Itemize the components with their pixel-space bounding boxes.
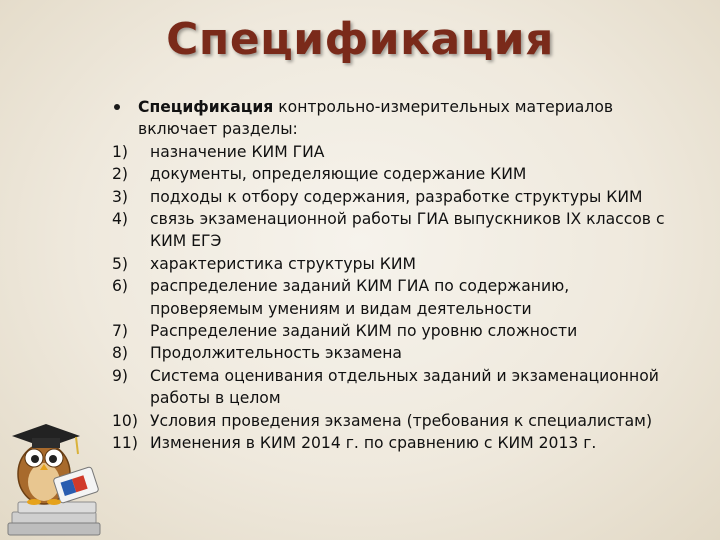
- item-text: распределение заданий КИМ ГИА по содержанию, проверяемым умениям и видам деятельности: [150, 277, 570, 318]
- list-item: [112, 410, 672, 432]
- item-text: Система оценивания отдельных заданий и экзаменационной работы в целом: [150, 366, 659, 408]
- item-text: Продолжительность экзамена: [150, 344, 402, 363]
- item-text: Распределение заданий КИМ по уровню сложности: [150, 322, 578, 341]
- item-number: 5): [112, 254, 129, 273]
- list-item: [112, 275, 672, 320]
- list-item: [112, 186, 672, 208]
- intro-text: контрольно-измерительных материалов включает разделы:: [138, 98, 614, 139]
- item-number: 9): [112, 366, 129, 385]
- item-text: документы, определяющие содержание КИМ: [150, 165, 527, 184]
- item-number: 11): [112, 434, 138, 453]
- item-text: Изменения в КИМ 2014 г. по сравнению с КИМ 2013 г.: [150, 434, 597, 453]
- item-number: 4): [112, 210, 129, 229]
- item-number: 6): [112, 277, 129, 296]
- list-item: [112, 365, 672, 410]
- list-item: [112, 208, 672, 253]
- list-item: [112, 253, 672, 275]
- intro-bullet: [112, 96, 672, 141]
- intro-term: Спецификация: [138, 98, 274, 116]
- item-text: характеристика структуры КИМ: [150, 254, 416, 273]
- item-number: 2): [112, 165, 129, 184]
- item-text: связь экзаменационной работы ГИА выпускников IX классов с КИМ ЕГЭ: [150, 210, 665, 251]
- list-item: [112, 163, 672, 185]
- item-text: назначение КИМ ГИА: [150, 142, 325, 161]
- bullet-icon: [114, 104, 120, 110]
- item-text: подходы к отбору содержания, разработке структуры КИМ: [150, 187, 643, 206]
- spec-content: [112, 96, 672, 455]
- list-item: [112, 141, 672, 163]
- page-title: Спецификация: [166, 14, 554, 65]
- list-item: [112, 320, 672, 342]
- item-text: Условия проведения экзамена (требования к специалистам): [150, 411, 653, 430]
- item-number: 8): [112, 344, 129, 363]
- list-item: [112, 342, 672, 364]
- item-number: 1): [112, 142, 129, 161]
- list-item: [112, 432, 672, 454]
- item-number: 3): [112, 187, 129, 206]
- item-number: 7): [112, 322, 129, 341]
- owl-graduate-icon: [4, 392, 114, 538]
- item-number: 10): [112, 411, 138, 430]
